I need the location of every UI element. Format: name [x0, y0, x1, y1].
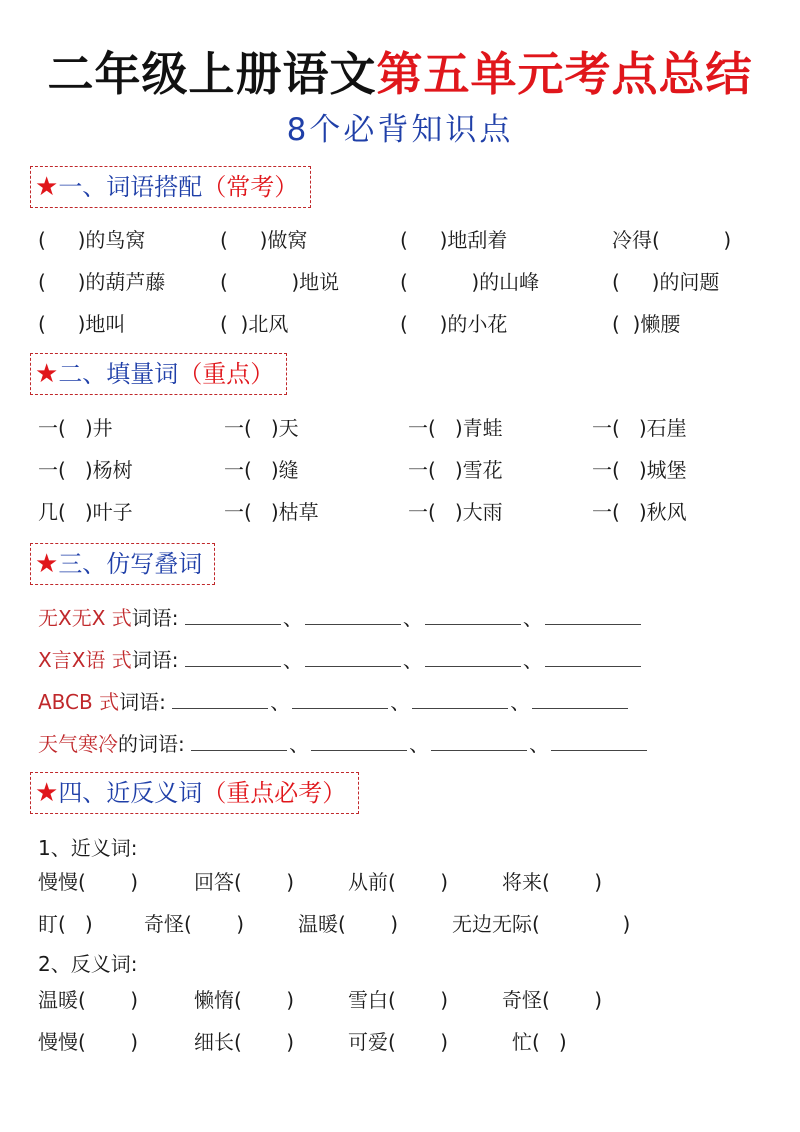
- synonym-item: 盯( ): [38, 912, 93, 936]
- pattern-suffix: 词语:: [131, 606, 179, 630]
- measure-item: 一( )大雨: [408, 500, 503, 524]
- answer-blank[interactable]: [305, 646, 401, 667]
- answer-blank[interactable]: [191, 730, 287, 751]
- antonym-item: 雪白( ): [348, 988, 449, 1012]
- collocation-item: 冷得( ): [612, 228, 732, 252]
- separator: 、: [409, 732, 430, 756]
- answer-blank[interactable]: [311, 730, 407, 751]
- page-title: [0, 38, 800, 104]
- section-label: 二、填量词: [58, 360, 179, 388]
- synonym-item: 慢慢( ): [38, 870, 139, 894]
- measure-item: 一( )杨树: [38, 458, 133, 482]
- answer-blank[interactable]: [425, 646, 521, 667]
- title-part-2: 第五单元考点总结: [376, 47, 753, 101]
- pattern-suffix: 的词语:: [118, 732, 185, 756]
- pattern-label: 天气寒冷: [38, 732, 118, 756]
- pattern-label: ABCB 式: [38, 690, 120, 714]
- antonym-item: 可爱( ): [348, 1030, 449, 1054]
- separator: 、: [282, 606, 303, 630]
- antonym-title: 2、反义词:: [38, 952, 138, 976]
- reduplication-row: [38, 730, 647, 758]
- measure-item: 一( )天: [224, 416, 299, 440]
- synonym-title: 1、近义词:: [38, 836, 138, 860]
- answer-blank[interactable]: [425, 604, 521, 625]
- answer-blank[interactable]: [545, 604, 641, 625]
- answer-blank[interactable]: [532, 688, 628, 709]
- separator: 、: [522, 606, 543, 630]
- measure-item: 一( )城堡: [592, 458, 687, 482]
- section-label: 一、词语搭配: [58, 173, 203, 201]
- answer-blank[interactable]: [412, 688, 508, 709]
- answer-blank[interactable]: [292, 688, 388, 709]
- answer-blank[interactable]: [172, 688, 268, 709]
- section-header-reduplication: [30, 543, 215, 585]
- separator: 、: [390, 690, 411, 714]
- page-subtitle: 8个必背知识点: [286, 112, 514, 148]
- answer-blank[interactable]: [431, 730, 527, 751]
- antonym-item: 奇怪( ): [502, 988, 603, 1012]
- collocation-item: ( )的山峰: [400, 270, 540, 294]
- measure-item: 一( )石崖: [592, 416, 687, 440]
- measure-item: 几( )叶子: [38, 500, 133, 524]
- section-header-measure-words: [30, 353, 287, 395]
- section-label: 三、仿写叠词: [58, 550, 203, 578]
- collocation-item: ( )的葫芦藤: [38, 270, 166, 294]
- collocation-item: ( )的小花: [400, 312, 508, 336]
- section-tag: （重点）: [178, 360, 275, 388]
- collocation-item: ( )的问题: [612, 270, 720, 294]
- section-header-collocation: [30, 166, 311, 208]
- separator: 、: [529, 732, 550, 756]
- star-icon: ★: [35, 549, 59, 579]
- answer-blank[interactable]: [545, 646, 641, 667]
- measure-item: 一( )井: [38, 416, 113, 440]
- answer-blank[interactable]: [551, 730, 647, 751]
- separator: 、: [402, 648, 423, 672]
- pattern-label: 无X无X 式: [38, 606, 132, 630]
- section-tag: （常考）: [202, 173, 299, 201]
- reduplication-row: [38, 688, 628, 716]
- antonym-item: 忙( ): [512, 1030, 567, 1054]
- separator: 、: [270, 690, 291, 714]
- collocation-item: ( )懒腰: [612, 312, 681, 336]
- title-part-1: 二年级上册语文: [47, 47, 377, 101]
- star-icon: ★: [35, 172, 59, 202]
- collocation-item: ( )北风: [220, 312, 289, 336]
- synonym-item: 将来( ): [502, 870, 603, 894]
- measure-item: 一( )雪花: [408, 458, 503, 482]
- measure-item: 一( )秋风: [592, 500, 687, 524]
- star-icon: ★: [35, 778, 59, 808]
- antonym-item: 懒惰( ): [194, 988, 295, 1012]
- pattern-suffix: 词语:: [131, 648, 179, 672]
- reduplication-row: [38, 604, 641, 632]
- synonym-item: 从前( ): [348, 870, 449, 894]
- separator: 、: [522, 648, 543, 672]
- separator: 、: [402, 606, 423, 630]
- collocation-item: ( )地叫: [38, 312, 126, 336]
- measure-item: 一( )青蛙: [408, 416, 503, 440]
- separator: 、: [289, 732, 310, 756]
- pattern-label: X言X语 式: [38, 648, 132, 672]
- collocation-item: ( )的鸟窝: [38, 228, 146, 252]
- synonym-item: 奇怪( ): [144, 912, 245, 936]
- antonym-item: 温暖( ): [38, 988, 139, 1012]
- answer-blank[interactable]: [185, 604, 281, 625]
- collocation-item: ( )地说: [220, 270, 340, 294]
- section-tag: （重点必考）: [202, 779, 347, 807]
- answer-blank[interactable]: [305, 604, 401, 625]
- section-label: 四、近反义词: [58, 779, 203, 807]
- synonym-item: 无边无际( ): [452, 912, 631, 936]
- measure-item: 一( )缝: [224, 458, 299, 482]
- section-header-synonyms-antonyms: [30, 772, 359, 814]
- synonym-item: 温暖( ): [298, 912, 399, 936]
- synonym-item: 回答( ): [194, 870, 295, 894]
- separator: 、: [282, 648, 303, 672]
- answer-blank[interactable]: [185, 646, 281, 667]
- separator: 、: [510, 690, 531, 714]
- pattern-suffix: 词语:: [119, 690, 166, 714]
- antonym-item: 慢慢( ): [38, 1030, 139, 1054]
- measure-item: 一( )枯草: [224, 500, 319, 524]
- collocation-item: ( )做窝: [220, 228, 308, 252]
- antonym-item: 细长( ): [194, 1030, 295, 1054]
- reduplication-row: [38, 646, 641, 674]
- star-icon: ★: [35, 359, 59, 389]
- collocation-item: ( )地刮着: [400, 228, 508, 252]
